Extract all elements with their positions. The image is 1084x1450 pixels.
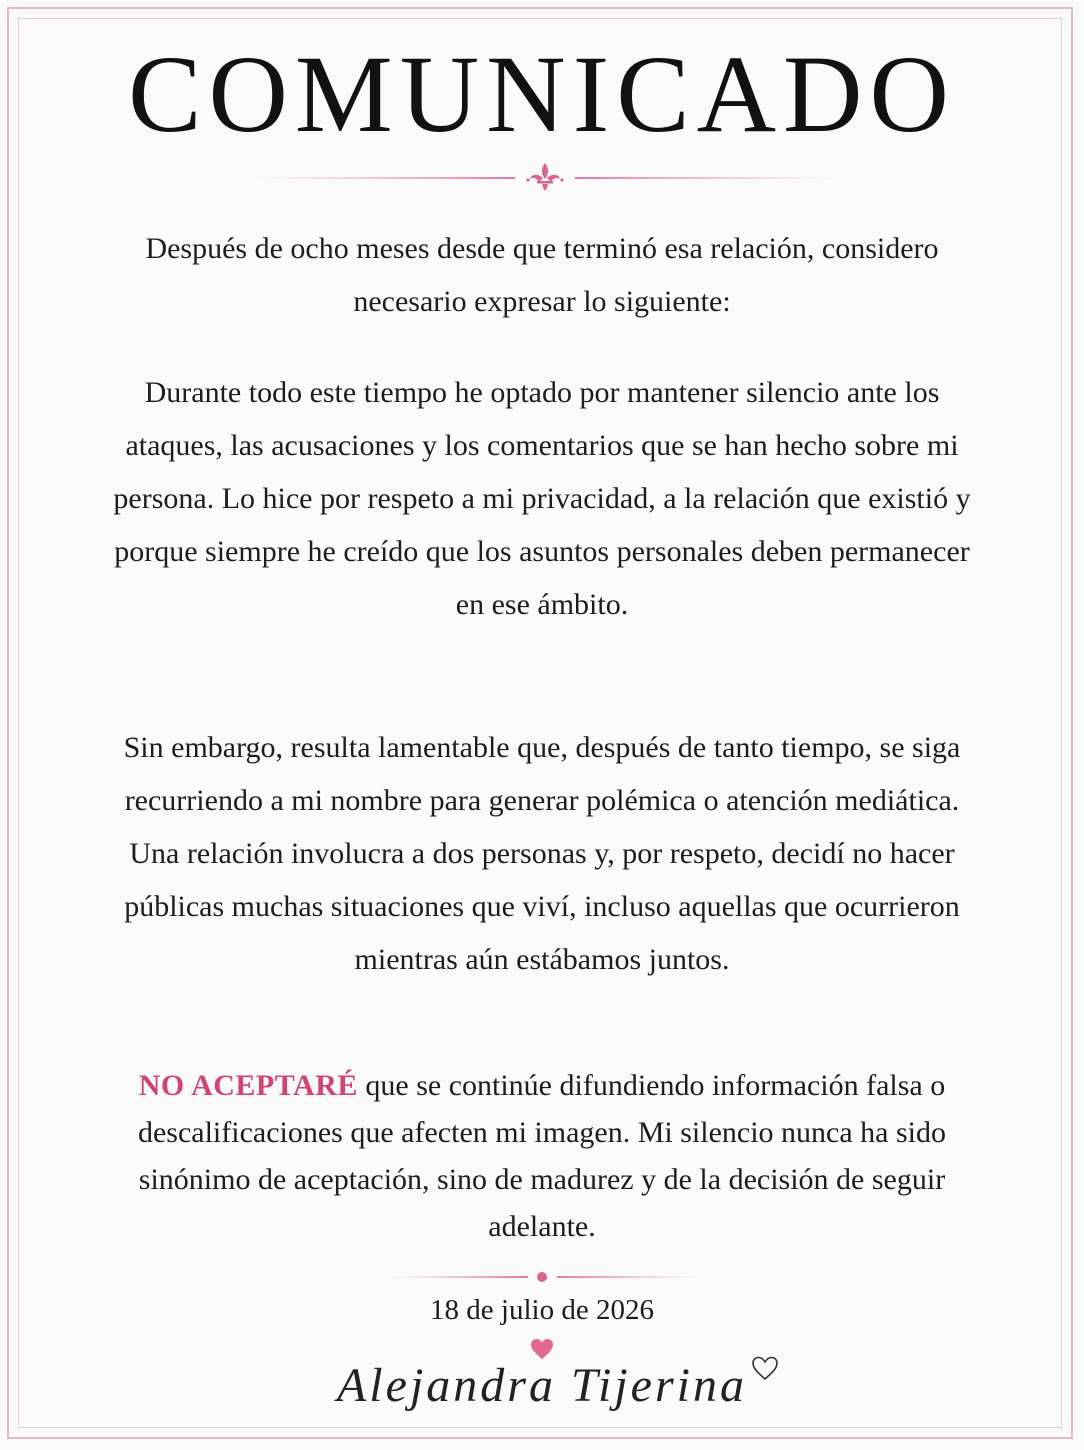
paragraph-media-text: Sin embargo, resulta lamentable que, después de tanto tiempo, se siga recurriendo a mi nombre para generar polémica o atención mediática. Una relación involucra a dos personas y, por respeto, decidí no hacer públicas muchas situaciones que viví, incluso aquellas que ocurrieron mientras aún estábamos juntos. bbox=[123, 731, 961, 976]
paragraph-warning bbox=[100, 1062, 984, 1250]
paragraph-silence-text: Durante todo este tiempo he optado por mantener silencio ante los ataques, las acusaciones y los comentarios que se han hecho sobre mi persona. Lo hice por respeto a mi privacidad, a la relación que existió y porque siempre he creído que los asuntos personales deben permanecer en ese ámbito. bbox=[113, 376, 971, 621]
top-divider bbox=[0, 162, 1084, 192]
paragraph-warning-text bbox=[100, 1062, 984, 1250]
date-line: 18 de julio de 2026 bbox=[430, 1294, 654, 1326]
page-title: COMUNICADO bbox=[128, 33, 956, 155]
warning-highlight: NO ACEPTARÉ bbox=[138, 1069, 358, 1102]
signature: Alejandra Tijerina bbox=[336, 1359, 747, 1412]
warning-rest: que se continúe difundiendo información falsa o descalificaciones que afecten mi imagen. Mi silencio nunca ha sido sinónimo de aceptación, sino de madurez y de la decisión de seguir adelante. bbox=[137, 1069, 947, 1243]
dot-icon bbox=[537, 1272, 547, 1282]
heart-icon bbox=[530, 1338, 554, 1360]
paragraph-silence bbox=[100, 366, 984, 631]
paragraph-intro bbox=[100, 222, 984, 328]
paragraph-intro-text: Después de ocho meses desde que terminó esa relación, considero necesario expresar lo siguiente: bbox=[145, 232, 939, 318]
signature-end-heart-icon bbox=[750, 1355, 780, 1381]
paragraph-media bbox=[100, 721, 984, 986]
fleur-de-lis-icon bbox=[526, 163, 563, 190]
bottom-divider bbox=[0, 1262, 1084, 1292]
